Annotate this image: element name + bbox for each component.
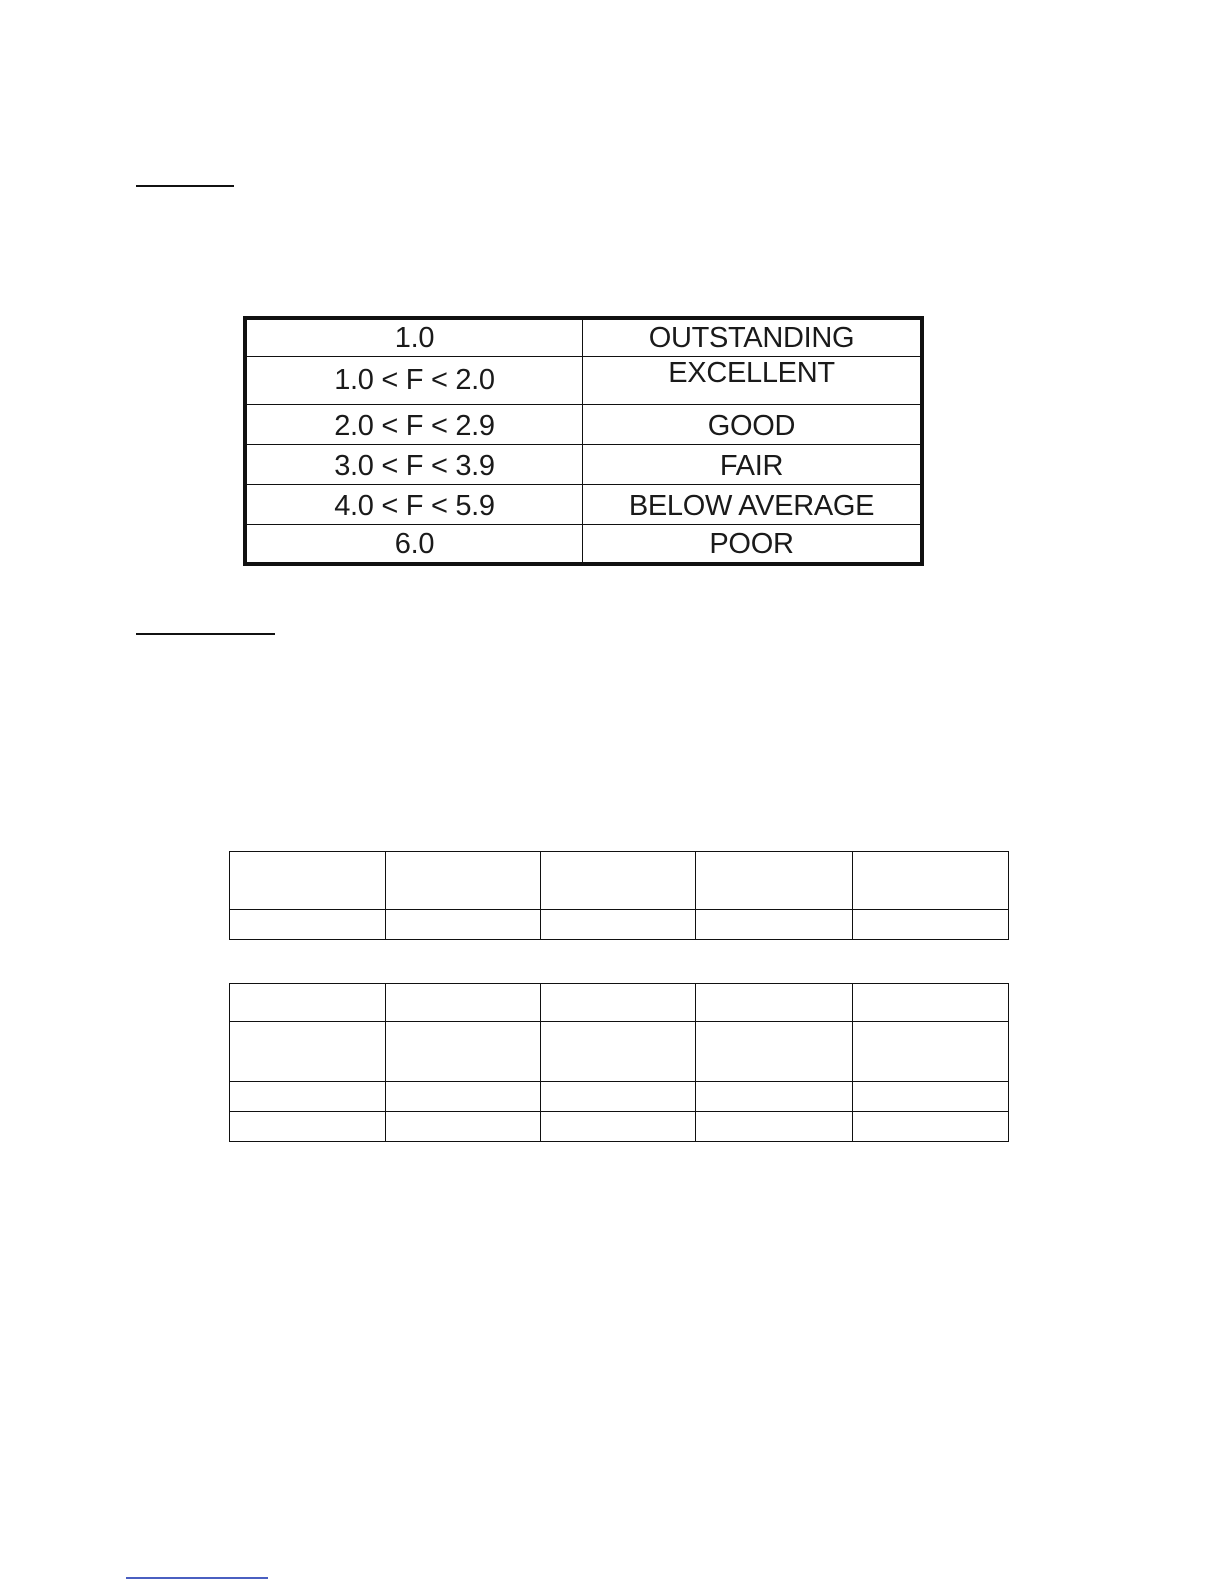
table-cell [853,1112,1009,1142]
table-cell [696,910,853,940]
table-cell [386,1112,541,1142]
table-cell [696,1112,853,1142]
empty-table-2 [229,983,1009,1142]
rating-label-cell: BELOW AVERAGE [583,485,920,525]
rating-label-cell: EXCELLENT [583,357,920,405]
rating-score-cell: 6.0 [247,525,583,562]
rating-label-cell: FAIR [583,445,920,485]
table-cell [853,984,1009,1022]
table-cell [853,1022,1009,1082]
table-cell [230,852,386,910]
table-cell [541,1022,696,1082]
table-cell [230,1082,386,1112]
rating-score-cell: 2.0 < F < 2.9 [247,405,583,445]
table-cell [541,1112,696,1142]
heading-underline-1 [136,185,234,187]
table-cell [230,1022,386,1082]
table-cell [541,984,696,1022]
rating-label-cell: POOR [709,528,794,560]
rating-label-cell: GOOD [583,405,920,445]
empty-table-1 [229,851,1009,940]
table-cell [541,910,696,940]
rating-score-cell: 1.0 [247,320,583,357]
table-cell [386,1022,541,1082]
rating-scale-table [243,316,924,566]
table-cell [853,852,1009,910]
rating-score-cell: 4.0 < F < 5.9 [247,485,583,525]
table-row [230,910,1009,940]
table-cell [230,984,386,1022]
table-cell [386,984,541,1022]
table-row [230,852,1009,910]
table-cell [230,1112,386,1142]
table-row [230,984,1009,1022]
rating-label-cell: OUTSTANDING [583,320,920,357]
footnote-link-underline [126,1577,268,1579]
table-cell [696,1082,853,1112]
table-cell [386,852,541,910]
table-cell [696,852,853,910]
rating-score-cell: 1.0 < F < 2.0 [247,357,583,405]
table-cell [696,984,853,1022]
rating-score-cell: 3.0 < F < 3.9 [247,445,583,485]
table-row [230,1022,1009,1082]
table-cell [230,910,386,940]
table-cell [541,852,696,910]
table-row [230,1112,1009,1142]
heading-underline-2 [136,633,275,635]
table-row [230,1082,1009,1112]
table-cell [696,1022,853,1082]
table-cell [853,910,1009,940]
table-cell [386,1082,541,1112]
table-cell [386,910,541,940]
table-cell [541,1082,696,1112]
table-cell [853,1082,1009,1112]
